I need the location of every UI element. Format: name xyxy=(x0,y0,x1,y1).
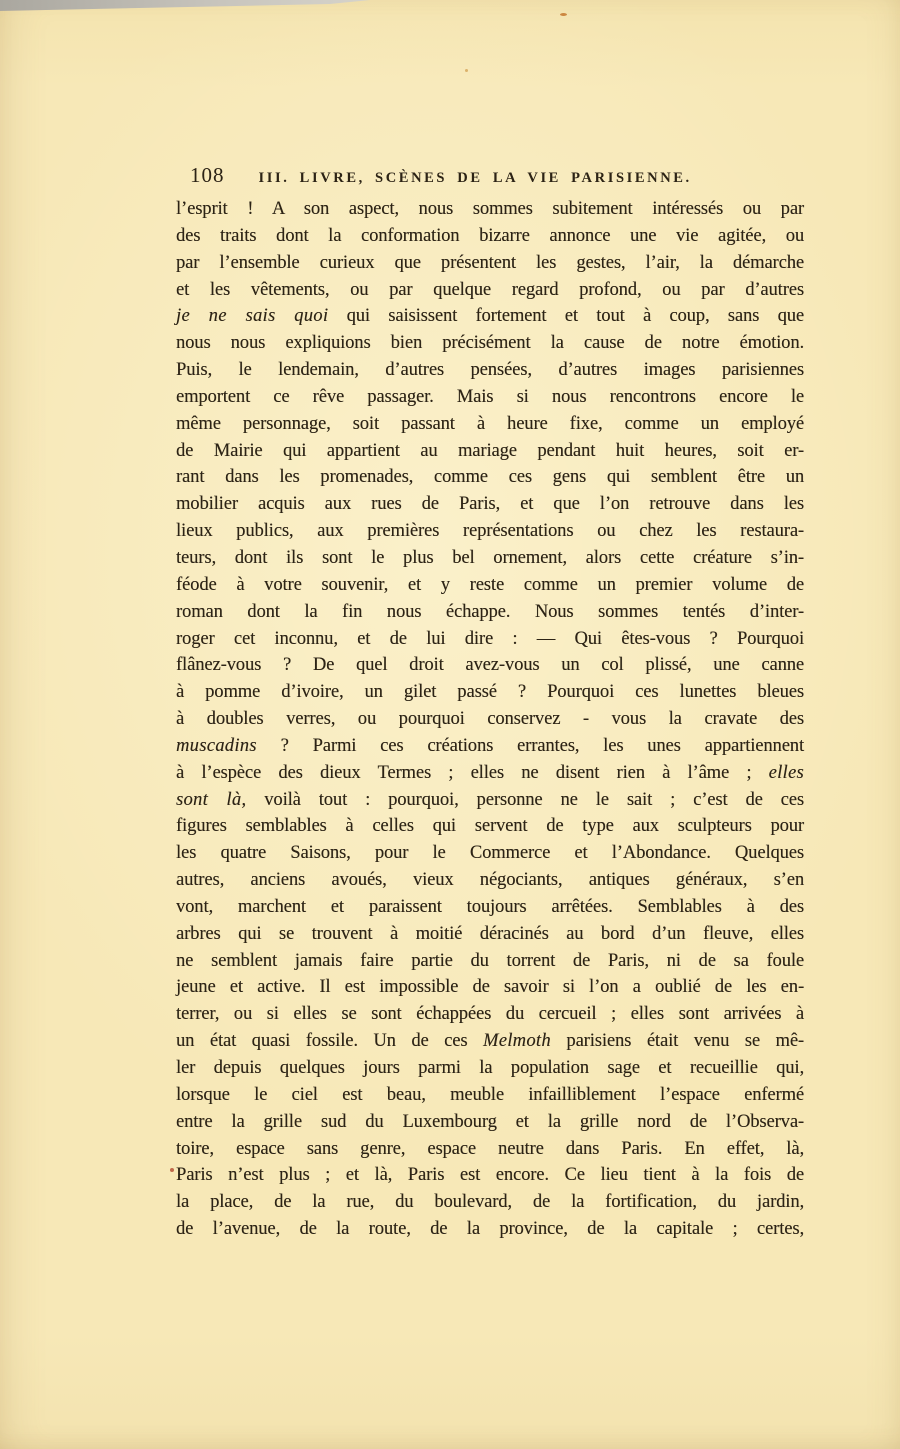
text-line xyxy=(176,357,804,384)
text-segment: à pomme d’ivoire, un gilet passé ? Pourquoi ces lunettes bleues xyxy=(176,682,804,703)
text-segment: nous nous expliquions bien précisément la cause de notre émotion. xyxy=(176,333,804,354)
text-segment: qui saisissent fortement et tout à coup, sans que xyxy=(328,306,804,327)
text-segment: ? Parmi ces créations errantes, les unes appartiennent xyxy=(256,735,804,756)
page-number: 108 xyxy=(190,163,225,187)
text-line xyxy=(176,250,804,277)
text-segment: féode à votre souvenir, et y reste comme un premier volume de xyxy=(176,574,804,595)
text-segment: ler depuis quelques jours parmi la population sage et recueillie qui, xyxy=(176,1058,804,1078)
text-segment: flânez-vous ? De quel droit avez-vous un col plissé, une canne xyxy=(176,655,804,676)
paper-speck xyxy=(465,69,468,72)
text-segment: de Mairie qui appartient au mariage pendant huit heures, soit er- xyxy=(176,440,804,461)
text-segment: lorsque le ciel est beau, meuble infailliblement l’espace enfermé xyxy=(176,1084,804,1105)
text-segment: rant dans les promenades, comme ces gens qui semblent être un xyxy=(176,467,804,488)
running-header xyxy=(190,163,812,188)
text-segment: de l’avenue, de la route, de la province, de la capitale ; certes, xyxy=(176,1219,804,1240)
text-line xyxy=(176,1082,804,1109)
text-segment: parisiens était venu se mê- xyxy=(550,1031,804,1052)
text-segment: emportent ce rêve passager. Mais si nous rencontrons encore le xyxy=(176,386,804,407)
text-line xyxy=(176,867,804,894)
text-segment: à l’espèce des dieux Termes ; elles ne disent rien à l’âme ; xyxy=(176,762,769,783)
text-line xyxy=(176,223,804,250)
text-line xyxy=(176,679,804,706)
text-line xyxy=(176,1216,804,1243)
scanner-edge-artifact xyxy=(0,0,370,12)
text-segment: la place, de la rue, du boulevard, de la fortification, du jardin, xyxy=(176,1192,804,1213)
text-line xyxy=(176,974,804,1001)
text-line xyxy=(176,491,804,518)
text-segment: Paris n’est plus ; et là, Paris est encore. Ce lieu tient à la fois de xyxy=(176,1165,804,1186)
text-line xyxy=(176,840,804,867)
text-segment: même personnage, soit passant à heure fixe, comme un employé xyxy=(176,413,804,434)
text-line xyxy=(176,196,804,223)
text-segment: autres, anciens avoués, vieux négociants, antiques généraux, s’en xyxy=(176,870,804,891)
text-segment: lieux publics, aux premières représentations ou chez les restaura- xyxy=(176,521,804,542)
text-segment: voilà tout : pourquoi, personne ne le sait ; c’est de ces xyxy=(246,789,805,810)
text-line xyxy=(176,384,804,411)
text-line xyxy=(176,464,804,491)
text-segment: roger cet inconnu, et de lui dire : — Qui êtes-vous ? Pourquoi xyxy=(176,628,804,649)
text-segment: roman dont la fin nous échappe. Nous sommes tentés d’inter- xyxy=(176,601,804,622)
text-line xyxy=(176,330,804,357)
text-line xyxy=(176,733,804,760)
italic-text-segment: Melmoth xyxy=(483,1031,551,1052)
text-line xyxy=(176,1189,804,1216)
text-line xyxy=(176,921,804,948)
text-segment: figures semblables à celles qui servent de type aux sculpteurs pour xyxy=(176,816,804,837)
paper-speck xyxy=(170,1168,174,1172)
text-line xyxy=(176,1028,804,1055)
text-line xyxy=(176,411,804,438)
text-line xyxy=(176,626,804,653)
text-line xyxy=(176,1136,804,1163)
text-line xyxy=(176,545,804,572)
text-line xyxy=(176,1162,804,1189)
text-line xyxy=(176,277,804,304)
text-line xyxy=(176,652,804,679)
text-line xyxy=(176,572,804,599)
text-segment: jeune et active. Il est impossible de savoir si l’on a oublié de les en- xyxy=(176,977,804,998)
text-line xyxy=(176,599,804,626)
text-segment: les quatre Saisons, pour le Commerce et l’Abondance. Quelques xyxy=(176,843,804,864)
text-line xyxy=(176,1055,804,1082)
text-segment: à doubles verres, ou pourquoi conservez - vous la cravate des xyxy=(176,709,804,730)
text-segment: un état quasi fossile. Un de ces xyxy=(176,1031,484,1052)
paper-speck xyxy=(560,13,567,16)
text-segment: teurs, dont ils sont le plus bel ornement, alors cette créature s’in- xyxy=(176,547,804,568)
text-segment: toire, espace sans genre, espace neutre dans Paris. En effet, là, xyxy=(176,1138,804,1159)
text-segment: vont, marchent et paraissent toujours arrêtées. Semblables à des xyxy=(176,896,804,917)
text-segment: l’esprit ! A son aspect, nous sommes subitement intéressés ou par xyxy=(176,199,804,219)
text-segment: entre la grille sud du Luxembourg et la grille nord de l’Observa- xyxy=(176,1111,804,1132)
text-segment: Puis, le lendemain, d’autres pensées, d’autres images parisiennes xyxy=(176,360,804,381)
text-line xyxy=(176,894,804,921)
text-line xyxy=(176,518,804,545)
text-segment: par l’ensemble curieux que présentent les gestes, l’air, la démarche xyxy=(176,252,804,273)
italic-text-segment: je ne sais quoi xyxy=(176,306,329,327)
running-title: III. LIVRE, SCÈNES DE LA VIE PARISIENNE. xyxy=(258,170,692,186)
text-line xyxy=(176,1001,804,1028)
text-line xyxy=(176,706,804,733)
italic-text-segment: muscadins xyxy=(176,735,257,756)
text-line xyxy=(176,760,804,787)
text-segment: des traits dont la conformation bizarre annonce une vie agitée, ou xyxy=(176,225,804,246)
text-segment: et les vêtements, ou par quelque regard profond, ou par d’autres xyxy=(176,279,804,300)
text-segment: ne semblent jamais faire partie du torrent de Paris, ni de sa foule xyxy=(176,950,804,971)
text-segment: terrer, ou si elles se sont échappées du cercueil ; elles sont arrivées à xyxy=(176,1004,804,1025)
italic-text-segment: elles xyxy=(768,762,804,783)
text-line xyxy=(176,303,804,330)
text-segment: mobilier acquis aux rues de Paris, et que l’on retrouve dans les xyxy=(176,494,804,515)
text-segment: arbres qui se trouvent à moitié déracinés au bord d’un fleuve, elles xyxy=(176,923,804,944)
text-line xyxy=(176,438,804,465)
italic-text-segment: sont là, xyxy=(176,789,247,810)
text-block xyxy=(176,196,804,1243)
text-line xyxy=(176,787,804,814)
text-line xyxy=(176,1109,804,1136)
text-line xyxy=(176,813,804,840)
text-line xyxy=(176,948,804,975)
